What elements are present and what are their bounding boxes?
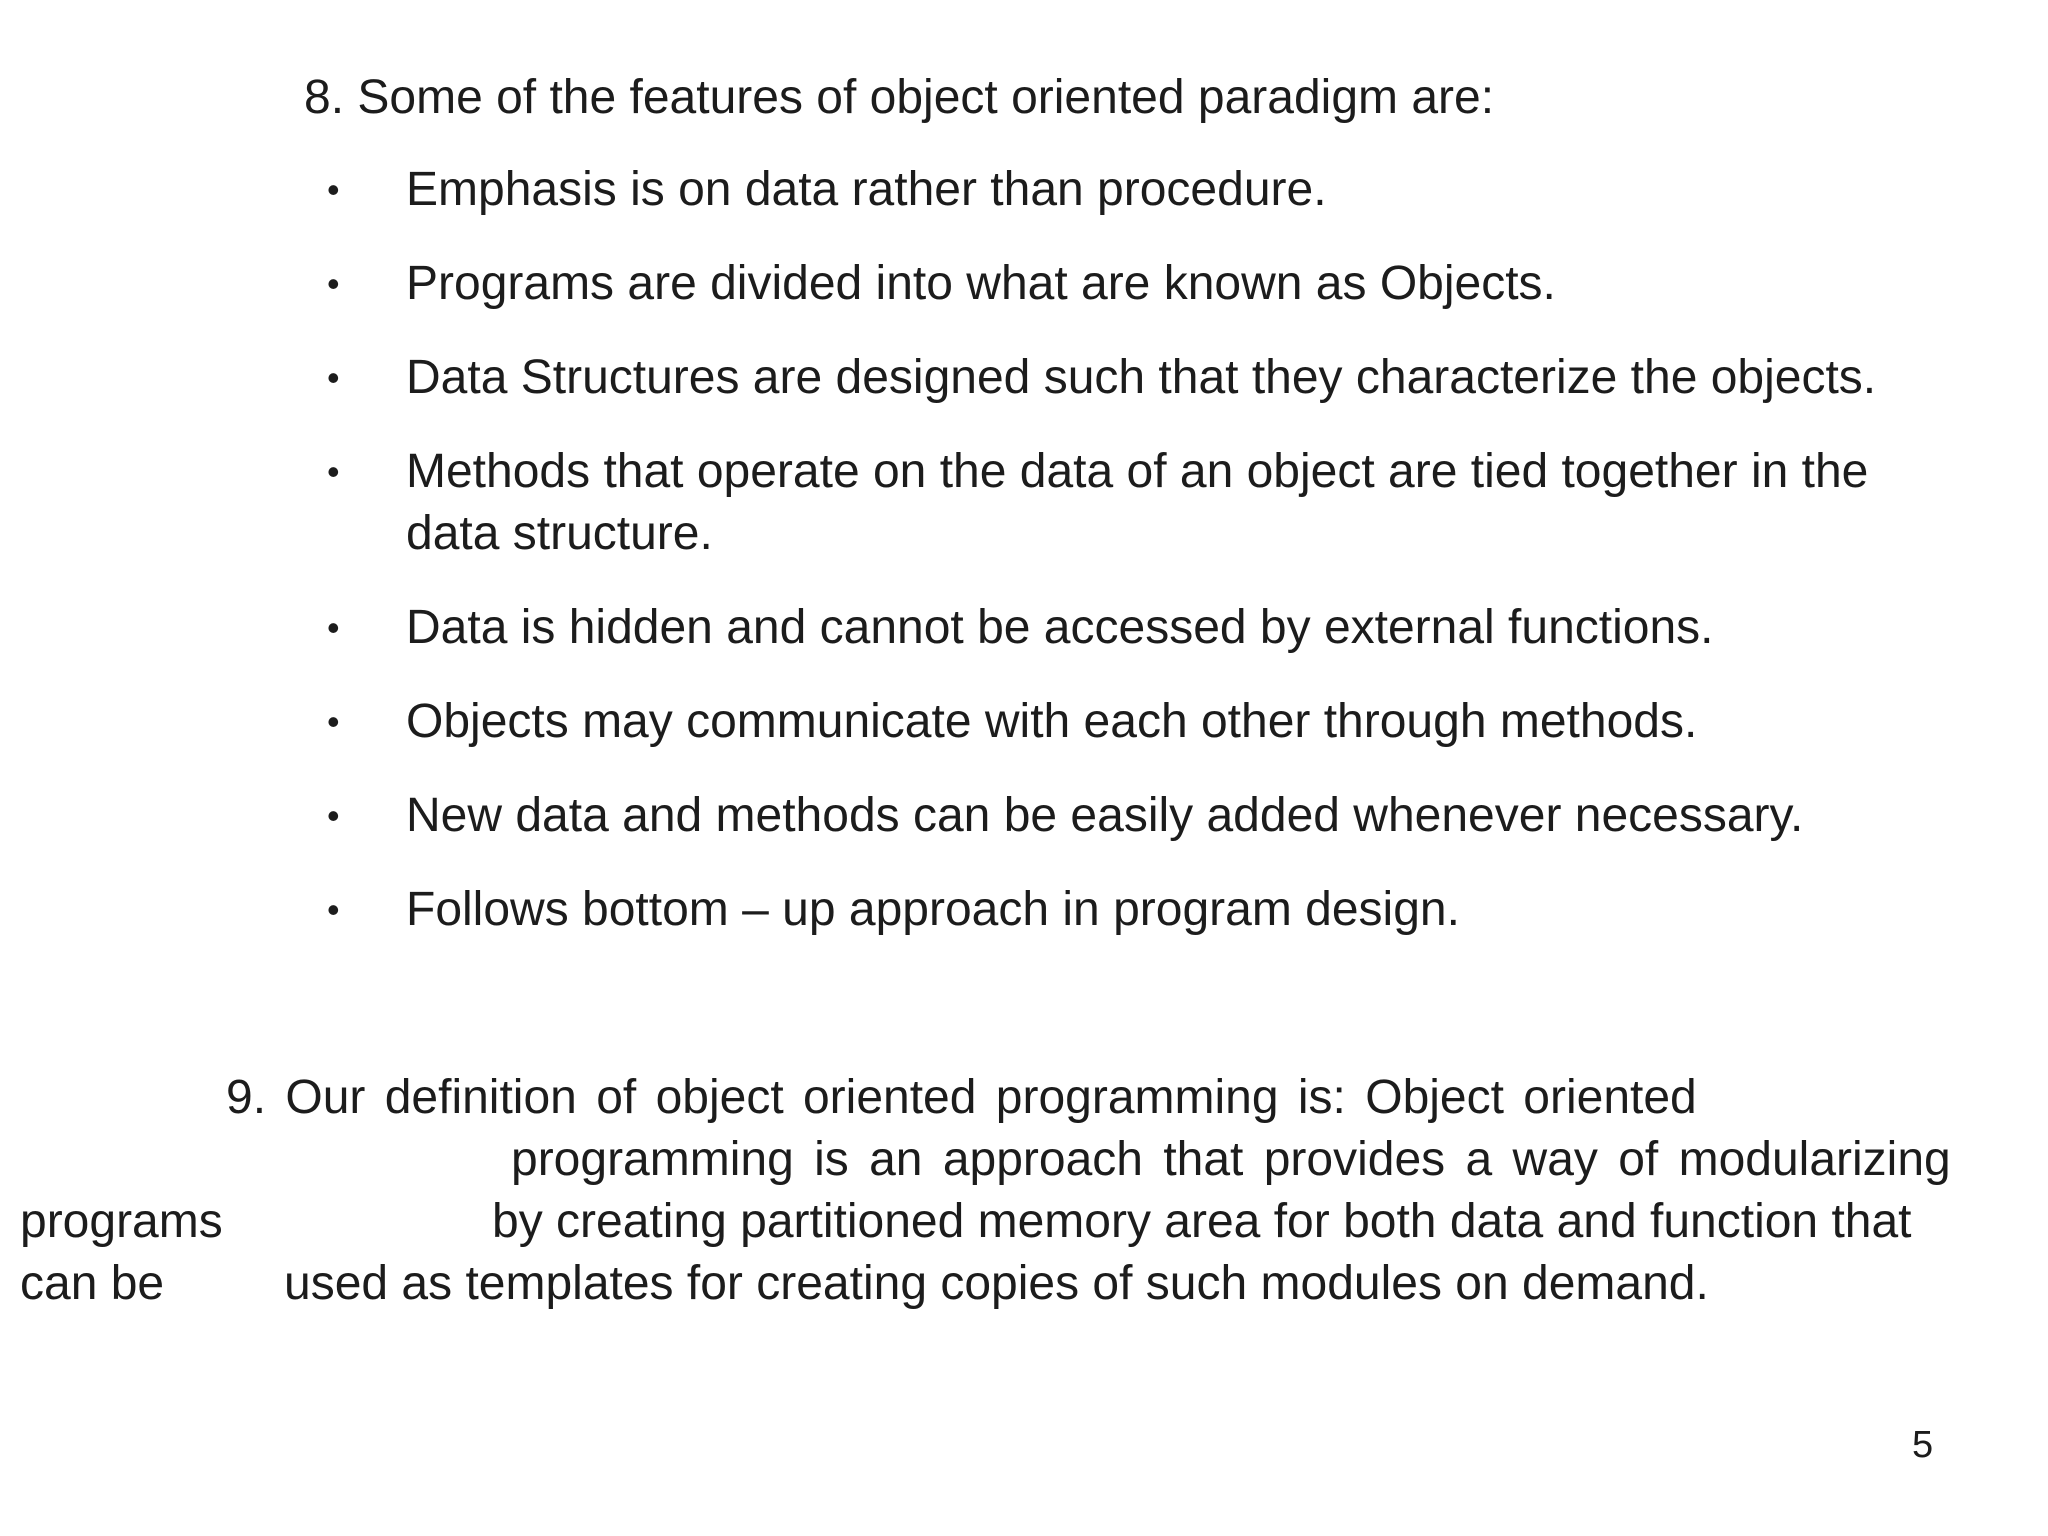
page-number: 5 [1912, 1424, 1934, 1466]
section-8-heading: 8. Some of the features of object oriented paradigm are: [304, 71, 1495, 124]
definition-text: by creating partitioned memory area for both data and function that [492, 1195, 1912, 1248]
definition-text: 9. Our definition of object oriented programming is: Object oriented [226, 1071, 1697, 1124]
definition-line-2 [511, 1133, 1951, 1186]
bullet-icon: • [327, 889, 340, 930]
definition-text: programs [20, 1195, 223, 1248]
definition-text: programming is an approach that provides a way of modularizing [511, 1133, 1951, 1186]
bullet-icon: • [327, 263, 340, 304]
feature-text: Objects may communicate with each other through methods. [406, 695, 1698, 748]
bullet-icon: • [327, 607, 340, 648]
feature-text: Data is hidden and cannot be accessed by external functions. [406, 601, 1714, 654]
feature-text: Follows bottom – up approach in program design. [406, 883, 1460, 936]
definition-text: can be [20, 1257, 165, 1310]
bullet-icon: • [327, 169, 340, 210]
bullet-icon: • [327, 451, 340, 492]
bullet-icon: • [327, 357, 340, 398]
definition-text: used as templates for creating copies of such modules on demand. [284, 1257, 1709, 1310]
feature-text: Methods that operate on the data of an object are tied together in the [406, 445, 1869, 498]
bullet-icon: • [327, 701, 340, 742]
feature-text: Programs are divided into what are known as Objects. [406, 257, 1556, 310]
feature-text-continuation: data structure. [406, 507, 713, 560]
bullet-icon: • [327, 795, 340, 836]
feature-text: New data and methods can be easily added whenever necessary. [406, 789, 1804, 842]
feature-text: Data Structures are designed such that they characterize the objects. [406, 351, 1877, 404]
definition-line-1 [226, 1071, 1806, 1124]
feature-text: Emphasis is on data rather than procedure. [406, 163, 1327, 216]
